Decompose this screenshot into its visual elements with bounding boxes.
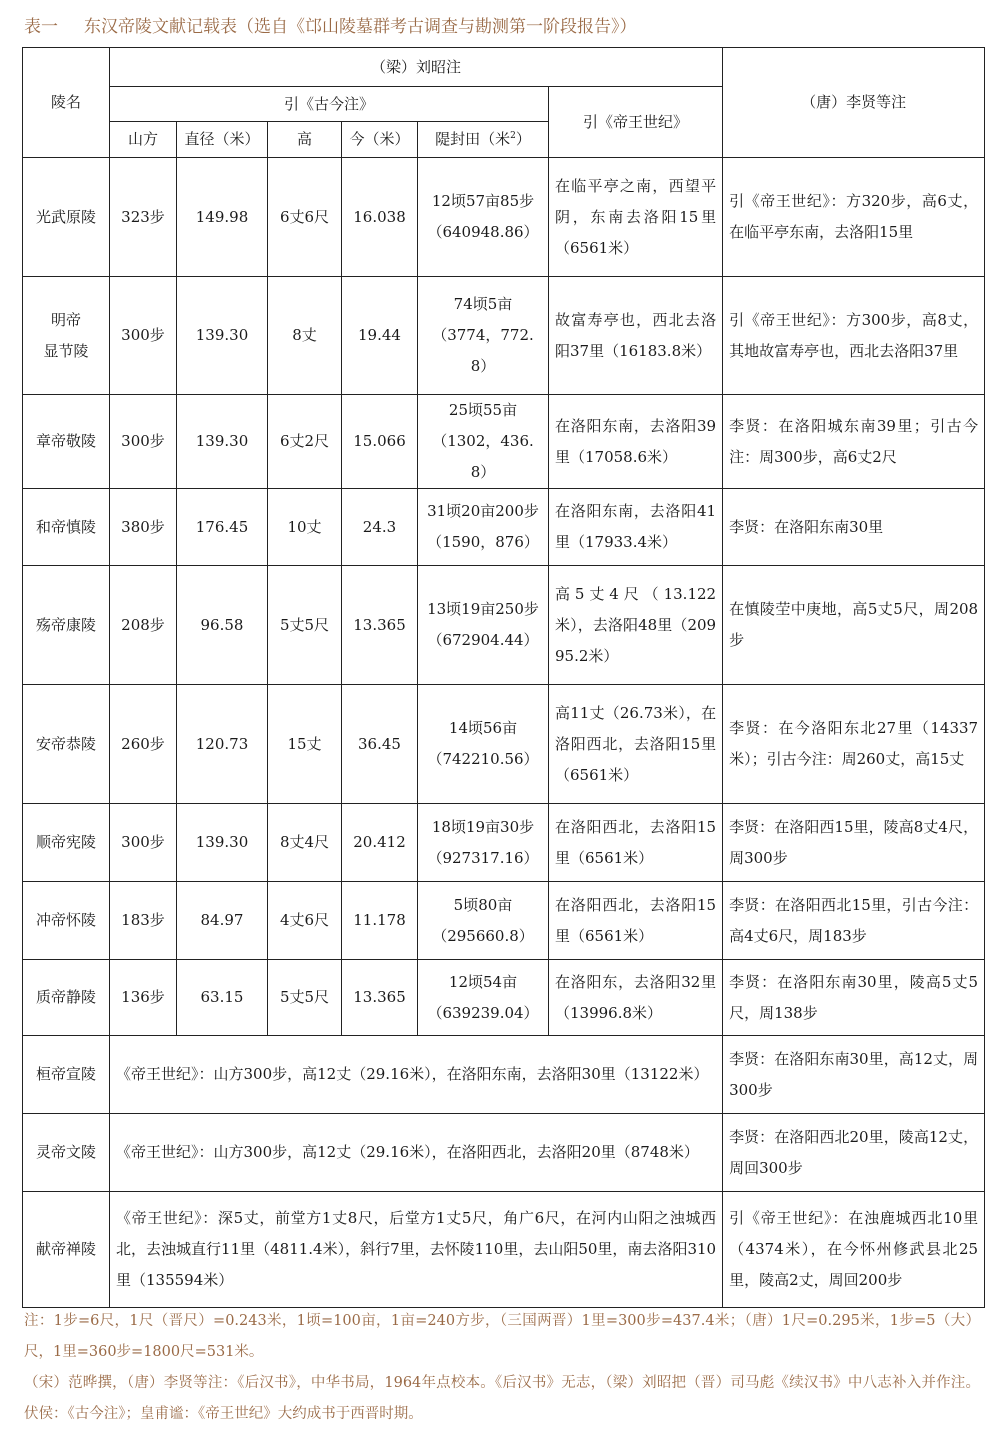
cell-merged-text: 《帝王世纪》：山方300步，高12丈（29.16米），在洛阳西北，去洛阳20里（8748米） xyxy=(110,1114,723,1192)
cell-tian xyxy=(418,960,549,1036)
cell-diwang: 在洛阳东南，去洛阳41里（17933.4米） xyxy=(549,489,723,566)
cell-tian-metric: （1590，876） xyxy=(427,533,539,551)
cell-gao: 6丈6尺 xyxy=(268,158,342,277)
cell-merged-text: 《帝王世纪》：深5丈，前堂方1丈8尺，后堂方1丈5尺，角广6尺，在河内山阳之浊城西北，去浊城直行11里（4811.4米），斜行7里，去怀陵110里，去山阳50里，南去洛阳310里（135594米） xyxy=(110,1192,723,1308)
cell-tang: 在慎陵茔中庚地，高5丈5尺，周208步 xyxy=(723,566,985,685)
cell-tang: 李贤：在洛阳西北15里，引古今注：高4丈6尺，周183步 xyxy=(723,882,985,960)
note-units: 注：1步=6尺，1尺（晋尺）=0.243米，1顷=100亩，1亩=240方步，（三国两晋）1里=300步=437.4米；（唐）1尺=0.295米，1步=5（大）尺，1里=360步=1800尺=531米。 xyxy=(24,1313,980,1360)
cell-zhijing: 139.30 xyxy=(177,804,268,882)
cell-diwang: 在洛阳西北，去洛阳15里（6561米） xyxy=(549,804,723,882)
tombs-table xyxy=(22,47,985,1308)
cell-shanfang: 300步 xyxy=(110,804,177,882)
cell-name-line1: 明帝 xyxy=(50,310,81,329)
cell-jin: 20.412 xyxy=(342,804,418,882)
cell-name: 光武原陵 xyxy=(23,158,110,277)
table-row xyxy=(23,489,985,566)
cell-tian-metric: （927317.16） xyxy=(427,848,539,867)
cell-tian-area: 13顷19亩250步 xyxy=(427,600,539,618)
header-col-shanfang: 山方 xyxy=(110,122,177,158)
table-row xyxy=(23,960,985,1036)
cell-name: 顺帝宪陵 xyxy=(23,804,110,882)
header-col-zhijing: 直径（米） xyxy=(177,122,268,158)
cell-zhijing: 149.98 xyxy=(177,158,268,277)
cell-zhijing: 63.15 xyxy=(177,960,268,1036)
cell-gao: 5丈5尺 xyxy=(268,566,342,685)
header-row-1 xyxy=(23,48,985,87)
cell-zhijing: 96.58 xyxy=(177,566,268,685)
cell-name: 安帝恭陵 xyxy=(23,685,110,804)
table-caption xyxy=(24,12,984,42)
cell-tang: 引《帝王世纪》：方320步，高6丈，在临平亭东南，去洛阳15里 xyxy=(723,158,985,277)
cell-tang: 李贤：在洛阳西北20里，陵高12丈，周回300步 xyxy=(723,1114,985,1192)
cell-shanfang: 260步 xyxy=(110,685,177,804)
caption-label: 表一 xyxy=(24,17,58,37)
header-col-tian: 隄封田（米$^2$） xyxy=(418,122,549,158)
cell-zhijing: 120.73 xyxy=(177,685,268,804)
cell-name: 质帝静陵 xyxy=(23,960,110,1036)
cell-tian-area: 25顷55亩 xyxy=(448,401,518,419)
cell-tang: 引《帝王世纪》：方300步，高8丈，其地故富寿亭也，西北去洛阳37里 xyxy=(723,277,985,395)
table-row xyxy=(23,685,985,804)
cell-gao: 4丈6尺 xyxy=(268,882,342,960)
cell-tian-metric: （639239.04） xyxy=(427,1003,539,1022)
cell-tian-metric: （295660.8） xyxy=(432,926,534,945)
cell-jin: 13.365 xyxy=(342,960,418,1036)
cell-name: 章帝敬陵 xyxy=(23,395,110,489)
cell-gao: 10丈 xyxy=(268,489,342,566)
cell-tian-area: 74顷5亩 xyxy=(453,295,513,313)
cell-shanfang: 323步 xyxy=(110,158,177,277)
header-liang: （梁）刘昭注 xyxy=(110,48,723,87)
header-tang: （唐）李贤等注 xyxy=(723,48,985,158)
cell-tang: 李贤：在今洛阳东北27里（14337米）；引古今注：周260丈，高15丈 xyxy=(723,685,985,804)
cell-tian xyxy=(418,566,549,685)
cell-zhijing: 139.30 xyxy=(177,395,268,489)
cell-name-line2: 显节陵 xyxy=(43,341,89,360)
cell-tian-area: 14顷56亩 xyxy=(448,719,518,737)
cell-jin: 15.066 xyxy=(342,395,418,489)
header-col-gao: 高 xyxy=(268,122,342,158)
table-row xyxy=(23,882,985,960)
cell-tang: 李贤：在洛阳城东南39里；引古今注：周300步，高6丈2尺 xyxy=(723,395,985,489)
header-col-jin: 今（米） xyxy=(342,122,418,158)
cell-tang: 引《帝王世纪》：在浊鹿城西北10里（4374米），在今怀州修武县北25里，陵高2丈，周回200步 xyxy=(723,1192,985,1308)
table-row xyxy=(23,277,985,395)
cell-shanfang: 183步 xyxy=(110,882,177,960)
cell-diwang: 在洛阳东，去洛阳32里（13996.8米） xyxy=(549,960,723,1036)
table-row xyxy=(23,1192,985,1308)
header-gujin: 引《古今注》 xyxy=(110,87,549,122)
cell-shanfang: 208步 xyxy=(110,566,177,685)
cell-diwang: 高11丈（26.73米），在洛阳西北，去洛阳15里（6561米） xyxy=(549,685,723,804)
cell-gao: 6丈2尺 xyxy=(268,395,342,489)
superscript-two: 2 xyxy=(510,131,516,141)
table-row xyxy=(23,395,985,489)
cell-name: 桓帝宣陵 xyxy=(23,1036,110,1114)
cell-tian-metric: （742210.56） xyxy=(427,750,539,768)
cell-tian xyxy=(418,277,549,395)
note-source: （宋）范晔撰，（唐）李贤等注：《后汉书》，中华书局，1964年点校本。《后汉书》无志，（梁）刘昭把（晋）司马彪《续汉书》中八志补入并作注。伏侯：《古今注》；皇甫谧：《帝王世纪》大约成书于西晋时期。 xyxy=(24,1375,980,1422)
cell-tian-metric: （640948.86） xyxy=(427,223,539,241)
cell-gao: 8丈4尺 xyxy=(268,804,342,882)
cell-jin: 19.44 xyxy=(342,277,418,395)
cell-shanfang: 380步 xyxy=(110,489,177,566)
cell-shanfang: 136步 xyxy=(110,960,177,1036)
cell-tian xyxy=(418,489,549,566)
cell-shanfang: 300步 xyxy=(110,277,177,395)
cell-name: 和帝慎陵 xyxy=(23,489,110,566)
cell-jin: 36.45 xyxy=(342,685,418,804)
header-lingming: 陵名 xyxy=(23,48,110,158)
cell-tang: 李贤：在洛阳东南30里，高12丈，周300步 xyxy=(723,1036,985,1114)
cell-tian-area: 31顷20亩200步 xyxy=(427,502,539,520)
cell-tian-metric: （1302，436.8） xyxy=(432,432,534,481)
table-row xyxy=(23,1036,985,1114)
header-diwang: 引《帝王世纪》 xyxy=(549,87,723,158)
caption-title: 东汉帝陵文献记载表（选自《邙山陵墓群考古调查与勘测第一阶段报告》） xyxy=(84,17,637,37)
cell-diwang: 故富寿亭也，西北去洛阳37里（16183.8米） xyxy=(549,277,723,395)
cell-zhijing: 176.45 xyxy=(177,489,268,566)
table-notes xyxy=(24,1306,980,1430)
table-row xyxy=(23,804,985,882)
cell-jin: 24.3 xyxy=(342,489,418,566)
cell-diwang: 在临平亭之南，西望平阴，东南去洛阳15里（6561米） xyxy=(549,158,723,277)
cell-tian-metric: （3774，772.8） xyxy=(432,326,534,375)
cell-tian xyxy=(418,685,549,804)
cell-tian-area: 12顷54亩 xyxy=(448,972,518,991)
cell-gao: 8丈 xyxy=(268,277,342,395)
cell-name: 殇帝康陵 xyxy=(23,566,110,685)
cell-tang: 李贤：在洛阳东南30里，陵高5丈5尺，周138步 xyxy=(723,960,985,1036)
table-row xyxy=(23,1114,985,1192)
cell-name: 冲帝怀陵 xyxy=(23,882,110,960)
cell-shanfang: 300步 xyxy=(110,395,177,489)
cell-merged-text: 《帝王世纪》：山方300步，高12丈（29.16米），在洛阳东南，去洛阳30里（13122米） xyxy=(110,1036,723,1114)
cell-jin: 11.178 xyxy=(342,882,418,960)
cell-tian xyxy=(418,395,549,489)
cell-zhijing: 84.97 xyxy=(177,882,268,960)
cell-gao: 15丈 xyxy=(268,685,342,804)
cell-tian xyxy=(418,882,549,960)
cell-tang: 李贤：在洛阳东南30里 xyxy=(723,489,985,566)
cell-tian-area: 18顷19亩30步 xyxy=(431,817,535,836)
cell-tian xyxy=(418,804,549,882)
cell-jin: 16.038 xyxy=(342,158,418,277)
cell-tian xyxy=(418,158,549,277)
table-row xyxy=(23,158,985,277)
cell-name: 献帝禅陵 xyxy=(23,1192,110,1308)
cell-tian-area: 5顷80亩 xyxy=(453,895,513,914)
cell-jin: 13.365 xyxy=(342,566,418,685)
cell-diwang: 高5丈4尺（13.122米），去洛阳48里（20995.2米） xyxy=(549,566,723,685)
cell-diwang: 在洛阳东南，去洛阳39里（17058.6米） xyxy=(549,395,723,489)
cell-name: 灵帝文陵 xyxy=(23,1114,110,1192)
cell-gao: 5丈5尺 xyxy=(268,960,342,1036)
cell-zhijing: 139.30 xyxy=(177,277,268,395)
cell-tang: 李贤：在洛阳西15里，陵高8丈4尺，周300步 xyxy=(723,804,985,882)
table-row xyxy=(23,566,985,685)
cell-diwang: 在洛阳西北，去洛阳15里（6561米） xyxy=(549,882,723,960)
cell-tian-metric: （672904.44） xyxy=(427,631,539,649)
cell-name xyxy=(23,277,110,395)
cell-tian-area: 12顷57亩85步 xyxy=(431,192,535,210)
